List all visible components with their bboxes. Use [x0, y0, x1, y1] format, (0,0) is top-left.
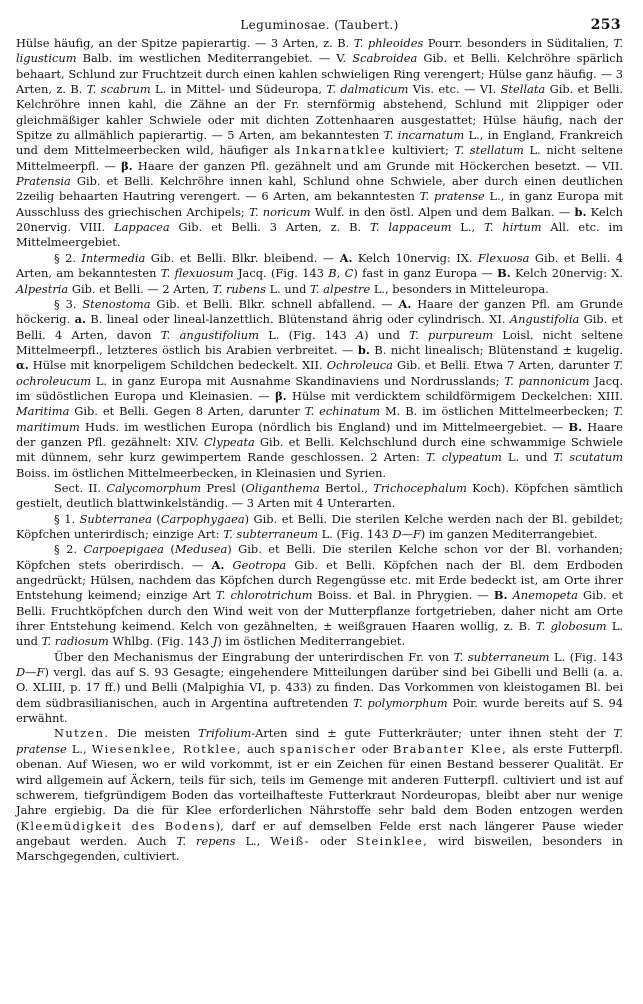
text-run: β. [275, 388, 287, 403]
text-run: L. (Fig. 143 [549, 649, 623, 664]
text-run: Gib. et Belli. Fruchtköpfchen durch den Wind weit von der Mutterpflanze fortgetrieben, daher nicht am Orte ihrer Entstehung keimend. Kelch von gezähnelten, ± weißgrauen Haaren wollig, z. B. [16, 588, 624, 634]
text-run: Maritima [16, 404, 70, 419]
text-run: Anemopeta [512, 588, 578, 603]
text-run: Über den Mechanismus der Eingrabung der unterirdischen Fr. von [54, 649, 454, 664]
text-run: Gib. et Belli. Kelchröhre spärlich behaart, Schlund zur Fruchtzeit durch einen kahlen schwieligen Ring verengert; Hülse ganz häufig. — 3 Arten, z. B. [16, 51, 624, 97]
text-run: b. [574, 204, 587, 219]
text-run: Gib. et Belli. Gegen 8 Arten, darunter [69, 404, 305, 419]
text-run: L. in Mittel- und Südeuropa, [150, 82, 327, 97]
text-run: B. [568, 419, 583, 434]
text-run: b. [357, 342, 370, 357]
text-run: ( [163, 542, 175, 557]
text-run: a. [74, 312, 86, 327]
text-run: oder [356, 741, 393, 756]
text-run: Kelch 10nervig: IX. [352, 250, 478, 265]
text-run: T. rubens [212, 281, 266, 296]
main-text [16, 36, 623, 865]
text-run: B. nicht linealisch; Blütenstand ± kugelig. [369, 342, 624, 357]
text-run: T. pratense [16, 726, 623, 756]
text-run: α. [16, 358, 29, 373]
text-run: A. [339, 250, 353, 265]
text-run: Gib. et Belli. 3 Arten, z. B. [169, 220, 370, 235]
text-run: ) vergl. das auf S. 93 Gesagte; eingehendere Mitteilungen darüber sind bei Gibelli und Belli (a. a. O. XLIII, p. 17 ff.) und Belli (Malpighia VI, p. 433) zu finden. Das Vorkommen von kleistogamen Bl. bei dem südbrasilianischen, auch in Argentina auftretenden [16, 665, 623, 710]
text-run: Gib. et Belli. Blkr. schnell abfallend. — [150, 296, 399, 311]
text-run: J [212, 634, 218, 649]
text-run: Sect. II. [54, 480, 107, 495]
text-run: auch [241, 741, 280, 756]
text-run: Alpestria [16, 281, 69, 296]
text-run: spanischer [279, 741, 357, 756]
text-run: T. stellatum [454, 143, 524, 158]
text-run: B. lineal oder lineal-lanzettlich. Blütenstand ährig oder cylindrisch. XI. [85, 312, 510, 327]
text-run: ) und [364, 327, 410, 342]
text-run: Die meisten [109, 726, 199, 741]
text-run: T. hirtum [483, 220, 542, 235]
text-run: Pourr. besonders in Süditalien, [423, 36, 614, 50]
text-run: Pratensia [16, 174, 71, 189]
text-run: ) im östlichen Mediterrangebiet. [217, 634, 406, 649]
text-run: B, C [328, 266, 354, 281]
text-run: ) im ganzen Mediterrangebiet. [420, 527, 598, 541]
text-run: Stenostoma [82, 296, 151, 311]
text-run: Kelch 20nervig. VIII. [16, 204, 623, 235]
page-number: 253 [590, 17, 621, 33]
text-run: T. lappaceum [369, 220, 452, 235]
text-run: Kelch 20nervig: X. [510, 266, 624, 281]
text-run: Boiss. im östlichen Mittelmeerbecken, in Kleinasien und Syrien. [16, 465, 387, 480]
text-run: All. etc. im Mittelmeergebiet. [16, 220, 623, 250]
text-run: L. und [501, 450, 554, 465]
text-run: L., [451, 220, 484, 235]
paragraph [16, 36, 623, 251]
text-run: L., besonders in Mitteleuropa. [370, 281, 549, 296]
text-run: -Arten sind ± gute Futterkräuter; unter ihnen steht der [251, 726, 614, 741]
text-run: β. [121, 158, 133, 173]
text-run: Gib. et Belli. Etwa 7 Arten, darunter [392, 358, 614, 373]
text-run: Hülse mit verdicktem schildförmigem Deckelchen: XIII. [286, 388, 623, 403]
running-head-title: Leguminosae. (Taubert.) [240, 18, 399, 32]
text-run: T. polymorphum [353, 695, 448, 710]
text-run: Jacq. im südöstlichen Europa und Kleinasien. — [16, 373, 623, 403]
text-run: Clypeata [203, 434, 255, 449]
text-run: Bertol., [319, 480, 374, 495]
text-run: L. und [265, 281, 310, 296]
text-run: wird bisweilen, besonders in Marschgegenden, cultiviert. [16, 833, 623, 864]
text-run: Poir. wurde bereits auf S. 94 erwähnt. [16, 695, 623, 726]
text-run: Hülse häufig, an der Spitze papierartig. — 3 Arten, z. B. [16, 36, 354, 50]
paragraph [16, 481, 623, 512]
text-run: Scabroidea [352, 51, 418, 66]
text-run: L. und [16, 619, 623, 649]
text-run: T. pannonicum [504, 373, 590, 388]
text-run: Carpoepigaea [83, 542, 164, 557]
text-run: T. ochroleucum [16, 358, 623, 388]
text-run: Gib. et Belli. Blkr. bleibend. — [145, 250, 340, 265]
paragraph [16, 297, 623, 481]
text-run: Flexuosa [477, 250, 530, 265]
text-run: A. [211, 557, 225, 572]
text-run: § 1. [54, 511, 80, 526]
text-run: Inkarnatklee [295, 143, 387, 158]
text-run: Trichocephalum [373, 480, 467, 495]
text-run: Weiß- [270, 833, 310, 848]
text-run: Whlbg. (Fig. 143 [108, 634, 213, 649]
text-run: ) fast in ganz Europa — [353, 266, 498, 281]
text-run: Presl ( [201, 480, 246, 495]
text-run: § 2. [54, 250, 82, 265]
text-run: Nutzen. [54, 726, 110, 741]
text-run: Vis. etc. — VI. [408, 82, 501, 97]
text-run: T. scabrum [86, 82, 151, 97]
text-run: T. pratense [419, 189, 485, 204]
text-run: Haare der ganzen Pfl. gezähnelt: XIV. [16, 419, 623, 449]
text-run: Balb. im westlichen Mediterrangebiet. — V. [76, 51, 353, 66]
text-run: Brabanter Klee, [392, 741, 508, 756]
text-run: T. radiosum [41, 634, 109, 649]
paragraph [16, 251, 623, 297]
text-run: Lappacea [114, 220, 170, 235]
text-run: L. nicht seltene Mittelmeerpfl. — [16, 143, 623, 173]
text-run: T. angustifolium [160, 327, 259, 342]
text-run: Wiesenklee, Rotklee, [91, 741, 242, 756]
text-run: T. chlorotrichum [215, 588, 313, 603]
text-run: ( [151, 511, 161, 526]
text-run: T. clypeatum [426, 450, 502, 465]
text-run: ) Gib. et Belli. Die sterilen Kelche werden nach der Bl. gebildet; Köpfchen unterirdisch; einzige Art: [16, 511, 623, 541]
text-run: Gib. et Belli. 4 Arten, am bekanntesten [16, 250, 623, 281]
text-run: Subterranea [79, 511, 152, 526]
text-run: Kleemüdigkeit des Bodens [20, 818, 216, 833]
text-run: M. B. im östlichen Mittelmeerbecken; [380, 404, 614, 419]
text-run: T. ligusticum [16, 36, 624, 66]
text-run: Steinklee, [356, 833, 429, 848]
text-run: A [355, 327, 365, 342]
text-run: T. incarnatum [383, 128, 465, 143]
text-run: Calycomorphum [106, 480, 202, 495]
text-run: Koch). Köpfchen sämtlich gestielt, deutlich blattwinkelständig. — 3 Arten mit 4 Unterarten. [16, 480, 623, 511]
text-run: Haare der ganzen Pfl. am Grunde höckerig. [16, 296, 623, 327]
text-run: Huds. im westlichen Europa (nördlich bis England) und im Mittelmeergebiet. — [79, 419, 569, 434]
text-run: Wulf. in den östl. Alpen und dem Balkan. — [310, 204, 575, 219]
paragraph [16, 542, 623, 649]
paragraph [16, 726, 623, 864]
text-run: D—F [16, 665, 45, 680]
text-run: L., in England, Frankreich und dem Mittelmeerbecken wild, häufiger als [16, 128, 623, 158]
text-run: T. repens [176, 833, 236, 848]
text-run: T. phleoides [353, 36, 424, 50]
text-run: oder [309, 833, 357, 848]
text-run: T. alpestre [309, 281, 371, 296]
running-header [16, 14, 623, 36]
text-run: Loisl. nicht seltene Mittelmeerpfl., letzteres östlich bis Arabien verbreitet. — [16, 327, 623, 357]
text-run: Haare der ganzen Pfl. gezähnelt und am Grunde mit Höckerchen besetzt. — VII. [132, 158, 623, 173]
text-run: Angustifolia [509, 312, 580, 327]
paragraph [16, 650, 623, 727]
paragraph [16, 512, 623, 543]
text-run: Gib. et Belli. Kelchröhre innen kahl, Schlund ohne Schwiele, aber durch einen deutlichen 2zeilig behaarten Hautring verengert. — 6 Arten, am bekanntesten [16, 174, 623, 204]
text-run: L. (Fig. 143 [318, 527, 393, 541]
text-run: T. noricum [249, 204, 311, 219]
text-run: T. flexuosum [160, 266, 234, 281]
text-run: Ochroleuca [326, 358, 393, 373]
text-run: Gib. et Belli. Kelchröhre innen kahl, die Zähne an der Fr. sternförmig abstehend, Schlund mit 2lippiger oder gleichmäßiger kahler Schwiele oder mit dichten Zottenhaaren ausgestattet; Hülse häufig, nach der Spitze zu allmählich papierartig. — 5 Arten, am bekanntesten [16, 82, 624, 143]
text-run: L. in ganz Europa mit Ausnahme Skandinaviens und Nordrusslands; [91, 373, 505, 388]
text-run: § 3. [54, 296, 83, 311]
text-run: Trifolium [198, 726, 252, 741]
text-run: L., in ganz Europa mit Ausschluss des griechischen Archipels; [16, 189, 624, 219]
text-run: Boiss. et Bal. in Phrygien. — [312, 588, 494, 603]
text-run: Gib. et Belli. Köpfchen nach der Bl. dem Erdboden angedrückt; Hülsen, nachdem das Köpfchen durch Regengüsse etc. mit Erde bedeckt ist, am Orte ihrer Entstehung keimend; einzige Art [16, 557, 623, 603]
text-run: kultiviert; [386, 143, 455, 158]
text-run: ), darf er auf demselben Felde erst nach längerer Pause wieder angebaut werden. Auch [16, 818, 623, 848]
text-run: D—F [392, 527, 421, 541]
text-run: als erste Futterpfl. obenan. Auf Wiesen, wo er wild vorkommt, ist er ein Zeichen für einen Bestand besserer Qualität. Er wird allgemein auf Äckern, teils für sich, teils im Gemenge mit anderen Futterpfl. cultiviert und ist auf schwerem, tiefgründigem Boden das vorteilhafteste Futterkraut Nordeuropas, bleibt aber nur wenige Jahre ergiebig. Da die für Klee erforderlichen Nährstoffe sehr bald dem Boden entzogen werden ( [16, 741, 623, 833]
text-run: Intermedia [81, 250, 146, 265]
text-run: Gib. et Belli. — 2 Arten, [68, 281, 213, 296]
text-run: L., [66, 741, 92, 756]
text-run: Geotropa [232, 557, 287, 572]
text-run: Oliganthema [245, 480, 320, 495]
text-run: T. echinatum [304, 404, 381, 419]
text-run: Gib. et Belli. 4 Arten, davon [16, 312, 624, 342]
text-run: ) Gib. et Belli. Die sterilen Kelche schon vor der Bl. vorhanden; Köpfchen stets oberirdisch. — [16, 542, 623, 572]
text-run: Carpophygaea [160, 511, 245, 526]
text-run: T. dalmaticum [326, 82, 409, 97]
text-run: § 2. [54, 542, 84, 557]
text-run: Jacq. (Fig. 143 [233, 266, 329, 281]
text-run: L. (Fig. 143 [258, 327, 356, 342]
text-run: A. [398, 296, 412, 311]
text-run: T. maritimum [16, 404, 624, 434]
text-run: Gib. et Belli. Kelchschlund durch eine schwammige Schwiele mit dünnem, sehr kurz gewimpertem Rande geschlossen. 2 Arten: [16, 434, 623, 465]
text-run: T. subterraneum [453, 649, 550, 664]
text-run: T. purpureum [409, 327, 494, 342]
text-run [224, 558, 232, 572]
text-run: B. [497, 266, 511, 281]
text-run: T. subterraneum [223, 527, 319, 541]
text-run: L., [235, 833, 271, 848]
text-run: B. [493, 588, 508, 603]
text-run: T. scutatum [553, 450, 623, 465]
text-run: Medusea [174, 542, 228, 557]
text-run: Stellata [500, 82, 546, 97]
text-run: T. globosum [535, 619, 607, 634]
text-run: Hülse mit knorpeligem Schildchen bedeckelt. XII. [28, 358, 327, 373]
